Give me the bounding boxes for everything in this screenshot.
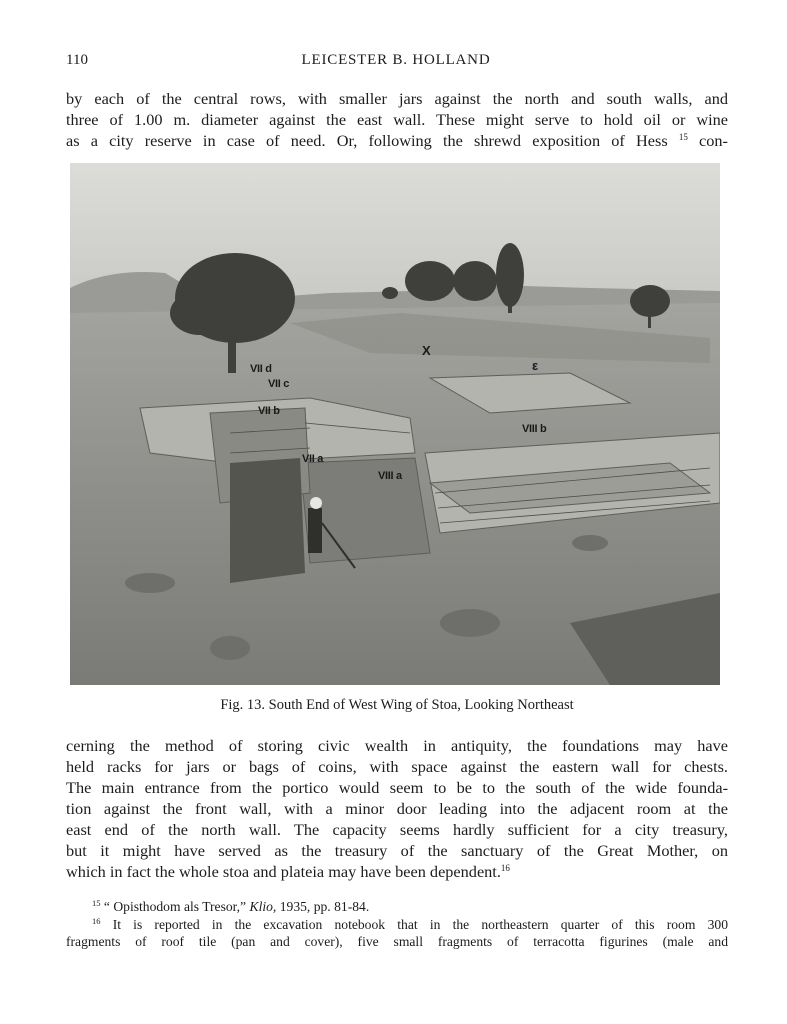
figure-label: VII b xyxy=(258,405,280,417)
text-line: east end of the north wall. The capacity seems hardly sufficient for a city treasury, xyxy=(66,820,728,839)
text-line: held racks for jars or bags of coins, with space against the eastern wall for chests. xyxy=(66,757,728,776)
footnote-text: It is reported in the excavation notebook that in the northeastern quarter of this room 300 xyxy=(112,916,728,932)
text-segment: as a city reserve in case of need. Or, following the shrewd exposition of Hess xyxy=(66,131,668,150)
paragraph-bottom xyxy=(66,735,728,882)
footnote-reference-16[interactable]: 16 xyxy=(500,863,510,873)
figure-photograph xyxy=(70,163,720,685)
footnote-marker: 15 xyxy=(92,898,101,908)
figure-label: VIII b xyxy=(522,423,547,435)
paragraph-top xyxy=(66,88,728,151)
page-number: 110 xyxy=(66,52,88,68)
figure-label: VIII a xyxy=(378,470,402,482)
figure-label: VII c xyxy=(268,378,290,390)
text-line: The main entrance from the portico would seem to be to the south of the wide founda- xyxy=(66,778,728,797)
running-head-author: LEICESTER B. HOLLAND xyxy=(301,52,491,68)
footnote-15 xyxy=(66,898,728,916)
footnotes xyxy=(66,898,728,951)
footnote-text: “ Opisthodom als Tresor,” xyxy=(103,899,250,914)
figure-label: ε xyxy=(532,358,538,373)
text-line: tion against the front wall, with a minor door leading into the adjacent room at the xyxy=(66,799,728,818)
figure-caption: Fig. 13. South End of West Wing of Stoa, Looking Northeast xyxy=(220,697,574,713)
text-line: cerning the method of storing civic wealth in antiquity, the foundations may have xyxy=(66,736,728,755)
footnote-text: 1935, pp. 81-84. xyxy=(276,899,370,914)
figure-label: VII d xyxy=(250,363,272,375)
footnote-16 xyxy=(66,916,728,934)
footnote-reference-15[interactable]: 15 xyxy=(678,132,688,142)
text-line: by each of the central rows, with smaller jars against the north and south walls, and xyxy=(66,89,728,108)
figure-label: VII a xyxy=(302,453,324,465)
text-segment: con- xyxy=(699,131,728,150)
figure-label: X xyxy=(422,343,431,358)
excavation-photo-illustration xyxy=(70,163,720,685)
text-segment: which in fact the whole stoa and plateia may have been dependent. xyxy=(66,862,501,881)
text-line: but it might have served as the treasury of the sanctuary of the Great Mother, on xyxy=(66,841,728,860)
text-line xyxy=(66,861,728,882)
journal-title: Klio, xyxy=(249,899,277,914)
footnote-marker: 16 xyxy=(92,915,101,926)
running-head xyxy=(66,52,726,74)
footnote-16-continued: fragments of roof tile (pan and cover), five small fragments of terracotta figurines (male and xyxy=(66,934,728,949)
text-line xyxy=(66,130,728,151)
text-line: three of 1.00 m. diameter against the east wall. These might serve to hold oil or wine xyxy=(66,110,728,129)
